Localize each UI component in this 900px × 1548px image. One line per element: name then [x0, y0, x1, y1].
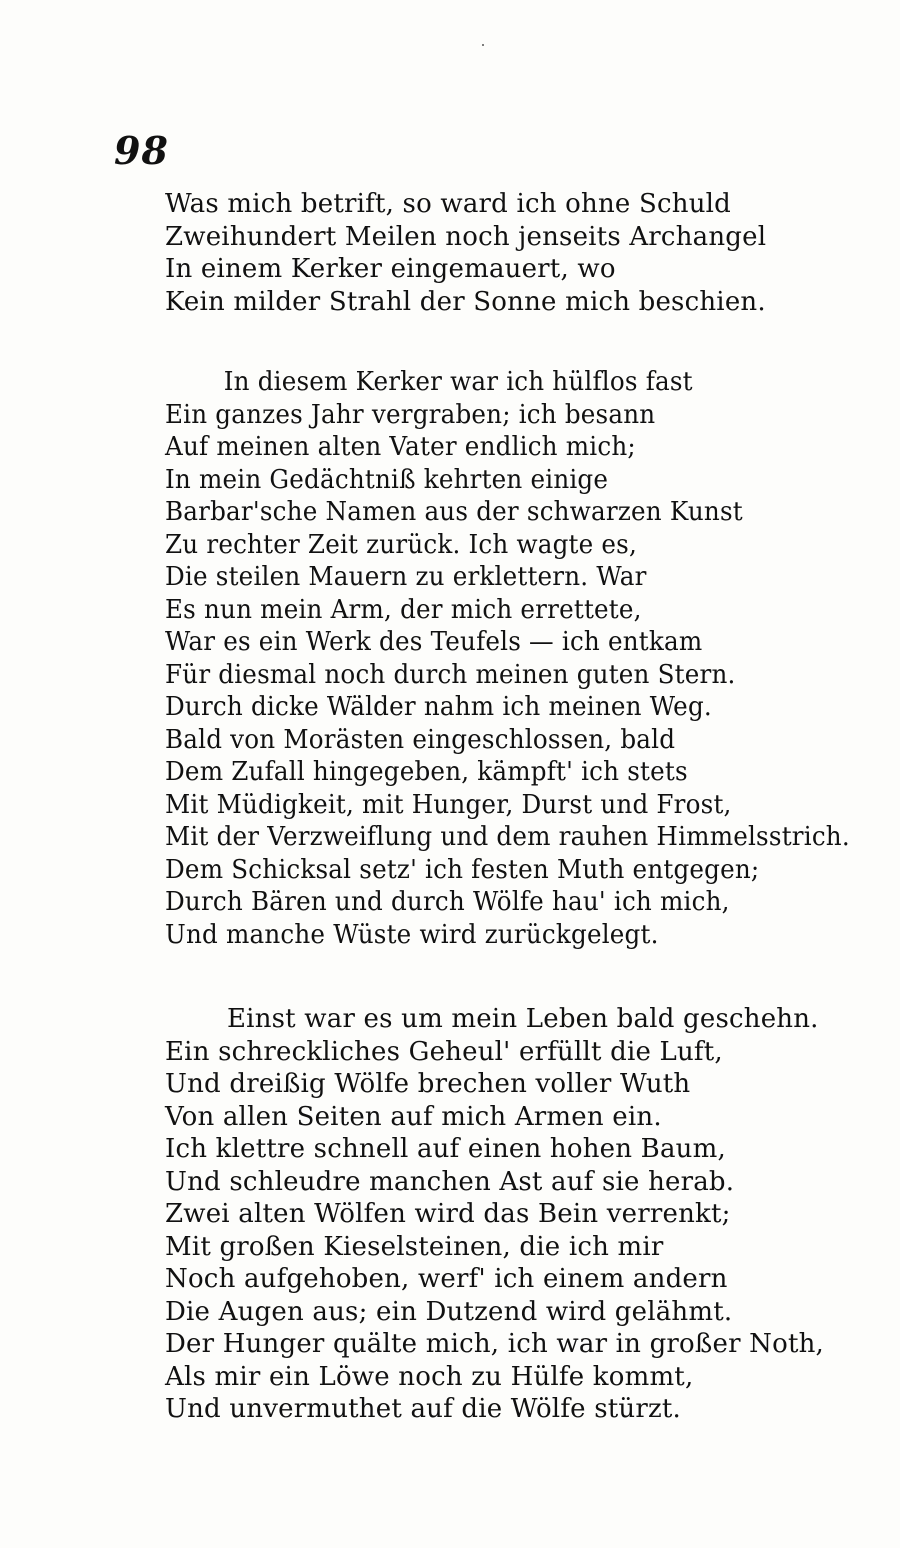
verse-line: Als mir ein Löwe noch zu Hülfe kommt, — [165, 1361, 694, 1392]
verse-line: Die Augen aus; ein Dutzend wird gelähmt. — [165, 1296, 733, 1327]
verse-line: Die steilen Mauern zu erklettern. War — [165, 562, 647, 592]
stanza-3 — [165, 1003, 824, 1426]
verse-line: Was mich betrift, so ward ich ohne Schuld — [165, 189, 731, 219]
verse-line: Und manche Wüste wird zurückgelegt. — [165, 919, 659, 950]
stanza-1 — [165, 188, 766, 318]
verse-line: Zu rechter Zeit zurück. Ich wagte es, — [165, 529, 637, 560]
verse-line: Noch aufgehoben, werf' ich einem andern — [165, 1264, 728, 1294]
verse-line: Für diesmal noch durch meinen guten Stern. — [165, 659, 736, 690]
verse-line: In diesem Kerker war ich hülflos fast — [223, 367, 693, 397]
page-number: 98 — [114, 128, 169, 173]
verse-line: Kein milder Strahl der Sonne mich beschien. — [165, 286, 766, 317]
verse-line: Und dreißig Wölfe brechen voller Wuth — [165, 1069, 691, 1099]
verse-line: Mit Müdigkeit, mit Hunger, Durst und Frost, — [165, 789, 732, 820]
verse-line: Und unvermuthet auf die Wölfe stürzt. — [165, 1394, 681, 1424]
verse-line: Auf meinen alten Vater endlich mich; — [165, 432, 636, 462]
verse-line: Zwei alten Wölfen wird das Bein verrenkt; — [165, 1199, 731, 1229]
verse-line: Mit großen Kieselsteinen, die ich mir — [165, 1231, 664, 1262]
verse-line: Und schleudre manchen Ast auf sie herab. — [165, 1166, 735, 1197]
verse-line: In mein Gedächtniß kehrten einige — [165, 464, 609, 495]
verse-line: Ein schreckliches Geheul' erfüllt die Luft, — [165, 1036, 723, 1067]
stanza-2 — [165, 366, 888, 951]
verse-line: Zweihundert Meilen noch jenseits Archangel — [165, 221, 767, 252]
verse-line: Dem Zufall hingegeben, kämpft' ich stets — [165, 757, 688, 787]
verse-line: Ich klettre schnell auf einen hohen Baum, — [165, 1134, 726, 1164]
verse-line: Es nun mein Arm, der mich errettete, — [165, 594, 642, 625]
verse-line: War es ein Werk des Teufels — ich entkam — [165, 627, 703, 657]
verse-line: In einem Kerker eingemauert, wo — [165, 254, 616, 284]
verse-line: Einst war es um mein Leben bald geschehn. — [227, 1004, 819, 1034]
verse-line: Von allen Seiten auf mich Armen ein. — [165, 1101, 662, 1132]
verse-line: Bald von Morästen eingeschlossen, bald — [165, 724, 676, 755]
verse-line: Der Hunger quälte mich, ich war in großer Noth, — [165, 1329, 825, 1359]
verse-line: Barbar'sche Namen aus der schwarzen Kunst — [165, 497, 743, 527]
verse-line: Durch Bären und durch Wölfe hau' ich mich, — [165, 887, 730, 917]
verse-line: Durch dicke Wälder nahm ich meinen Weg. — [165, 692, 712, 722]
verse-line: Ein ganzes Jahr vergraben; ich besann — [165, 399, 656, 430]
verse-line: Dem Schicksal setz' ich festen Muth entgegen; — [165, 854, 760, 885]
verse-line: Mit der Verzweiflung und dem rauhen Himmelsstrich. — [165, 822, 850, 852]
ink-speck — [482, 44, 484, 46]
